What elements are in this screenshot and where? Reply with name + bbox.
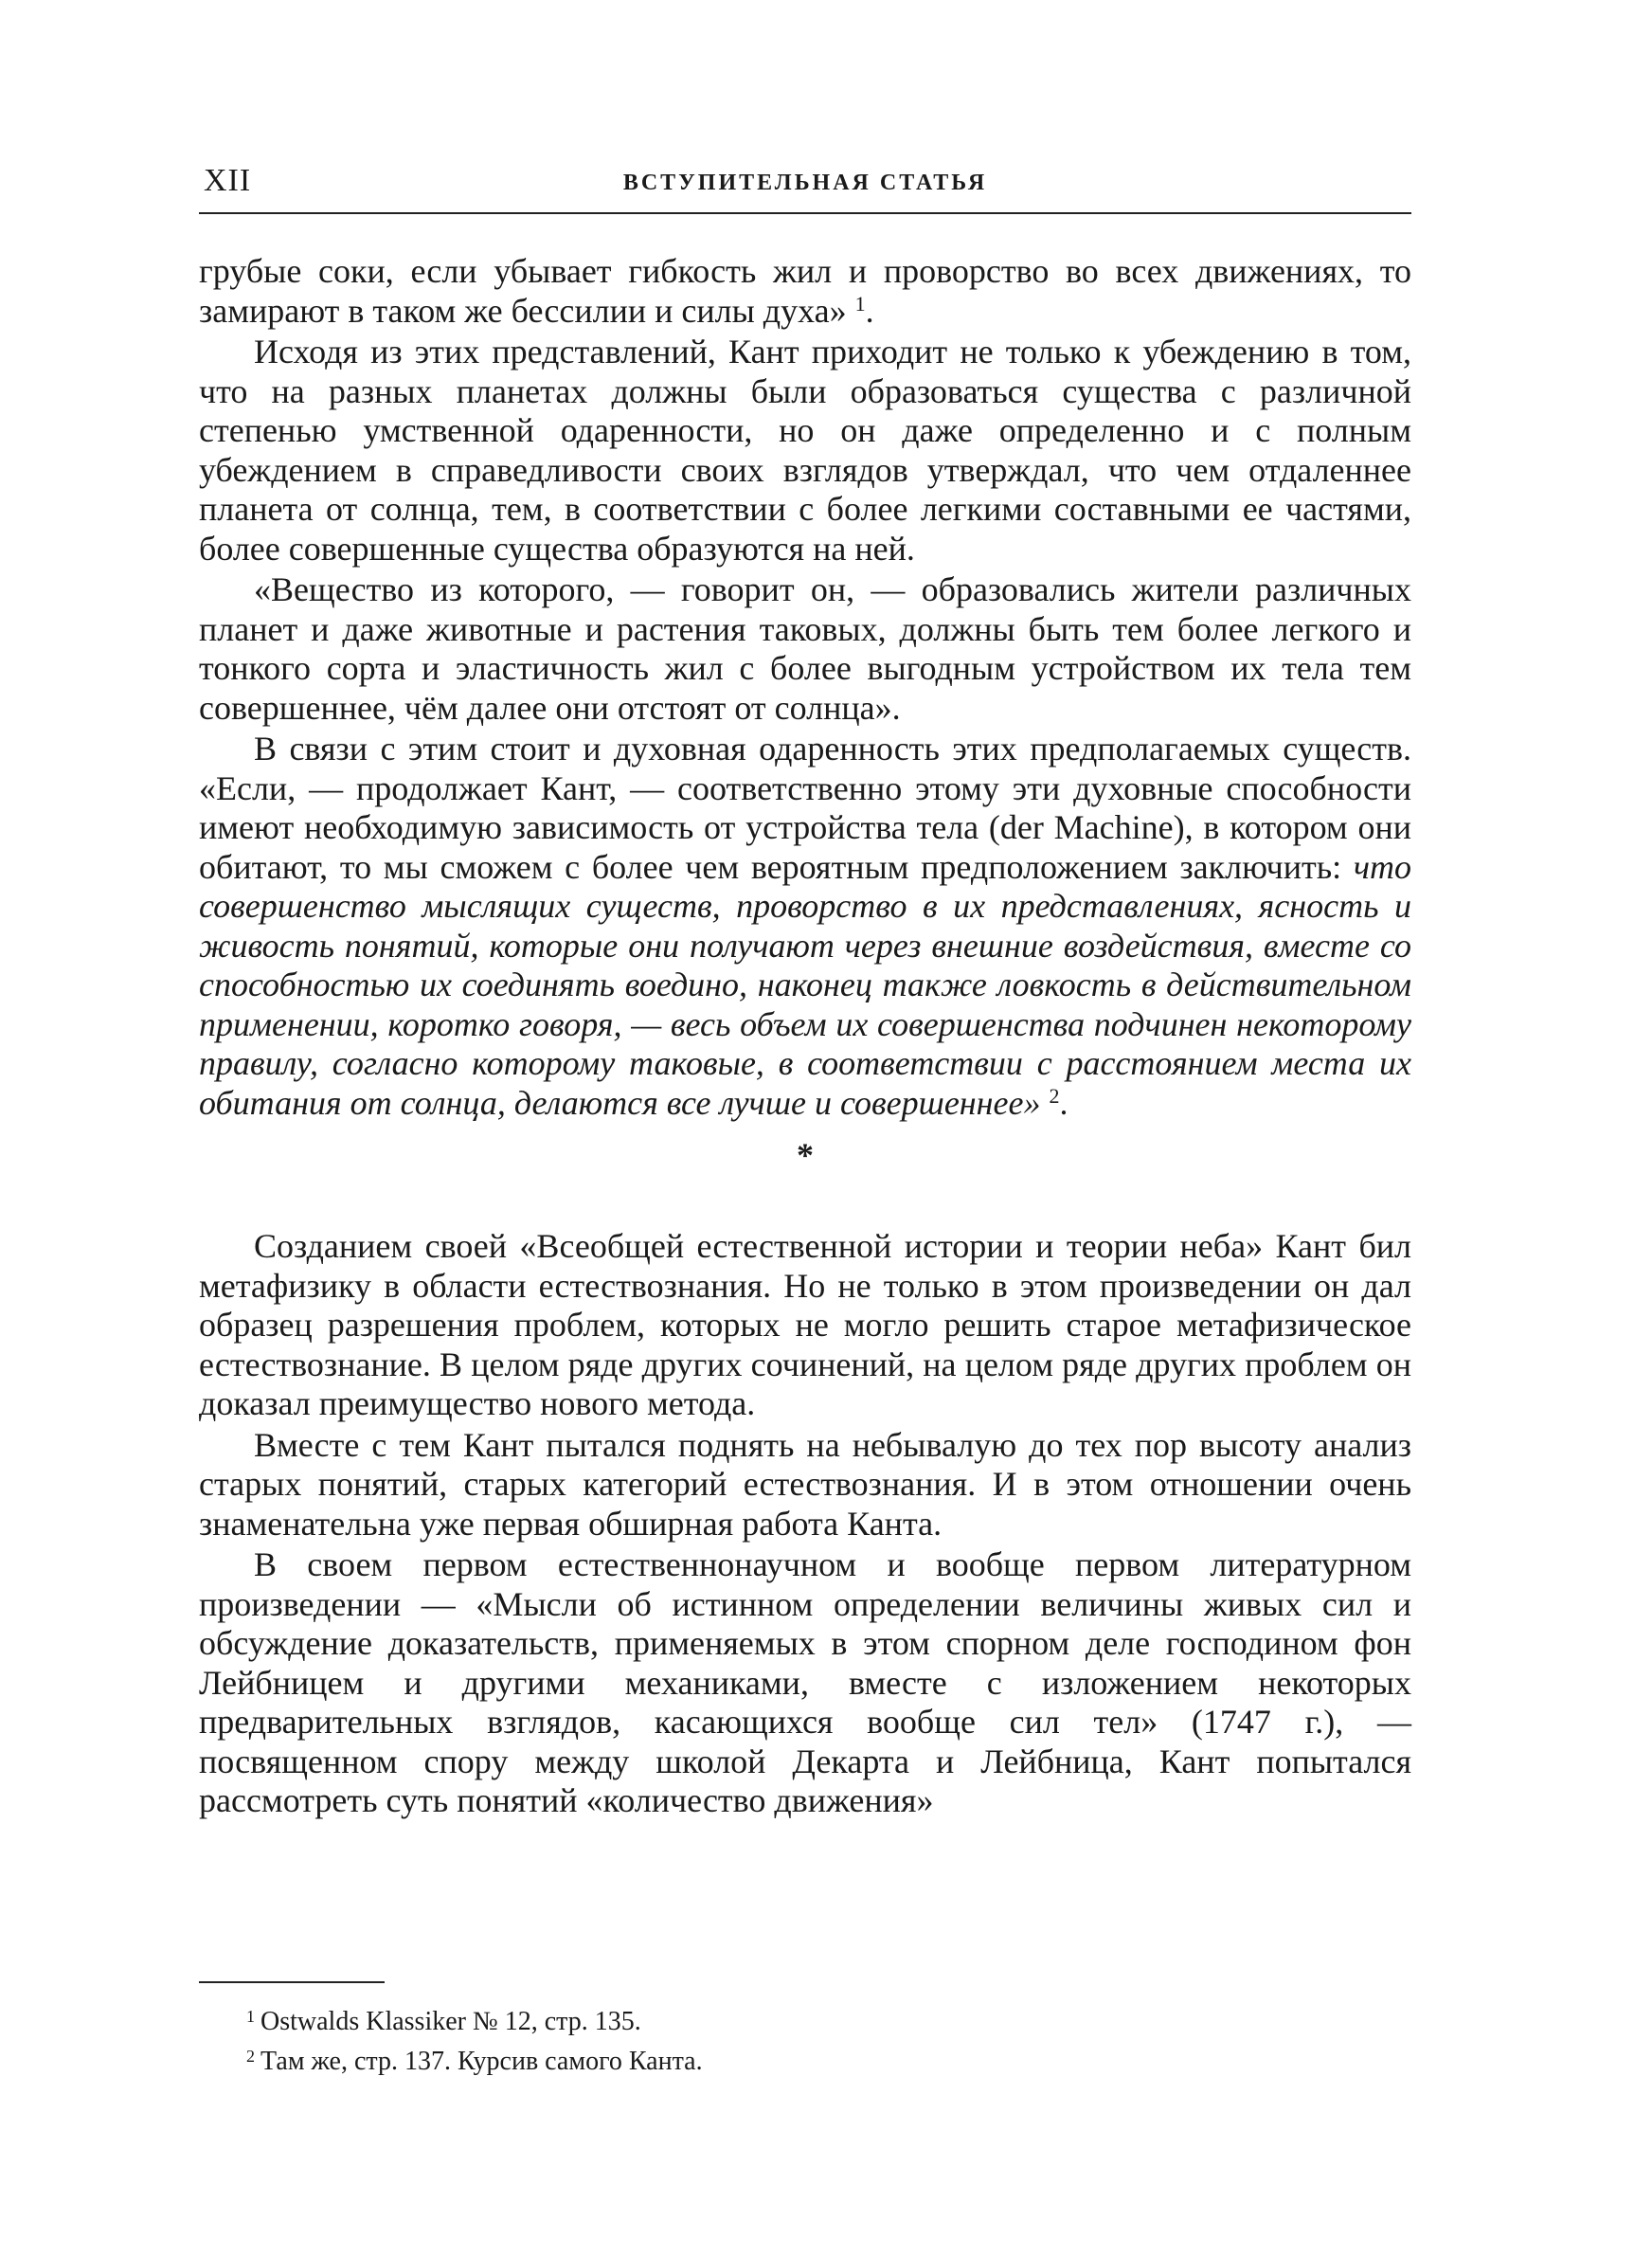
paragraph-7: В своем первом естественнонаучном и вообще первом литературном произведении — «Мысли об истинном определении величины живых сил и обсуждение доказательств, применяемых в этом спорном деле господином фон Лейбницем и другими механиками, вместе с изложением некоторых предварительных взглядов, касающихся вообще сил тел» (1747 г.), — посвященном спору между школой Декарта и Лейбница, Кант попытался рассмотреть суть понятий «количество движения» (199, 1545, 1411, 1819)
footnote-divider (199, 1981, 385, 1983)
paragraph-6: Вместе с тем Кант пытался поднять на небывалую до тех пор высоту анализ старых понятий, старых категорий естествознания. И в этом отношении очень знаменательна уже первая обширная работа Канта. (199, 1425, 1411, 1543)
body-text (199, 252, 1411, 1823)
footnote-2-mark: 2 (246, 2047, 255, 2066)
paragraph-4 (199, 730, 1411, 1123)
page-number: XII (204, 163, 252, 198)
footnote-1 (246, 1999, 1383, 2039)
paragraph-1-end: . (865, 291, 874, 330)
paragraph-2: Исходя из этих представлений, Кант приходит не только к убеждению в том, что на разных планетах должны были образоваться существа с различной степенью умственной одаренности, но он даже определенно и с полным убеждением в справедливости своих взглядов утверждал, что чем отдаленнее планета от солнца, тем, в соответствии с более легкими составными ее частями, более совершенные существа образуются на ней. (199, 333, 1411, 568)
paragraph-3-quote: «Вещество из которого, — говорит он, — образовались жители различных планет и даже животные и растения таковых, должны быть тем более легкого и тонкого сорта и эластичность жил с более выгодным устройством их тела тем совершеннее, чём далее они отстоят от солнца». (199, 570, 1411, 727)
paragraph-4-italic-quote: что совершенство мыслящих существ, проворство в их представлениях, ясность и живость понятий, которые они получают через внешние воздействия, вместе со способностью их соединять воедино, наконец также ловкость в действительном применении, коротко говоря, — весь объем их совершенства подчинен некоторому правилу, согласно которому таковые, в соответствии с расстоянием места их обитания от солнца, делаются все лучше и совершеннее» (199, 847, 1411, 1122)
footnote-2-text: Там же, стр. 137. Курсив самого Канта. (260, 2047, 703, 2076)
paragraph-5: Созданием своей «Всеобщей естественной истории и теории неба» Кант бил метафизику в области естествознания. Но не только в этом произведении он дал образец разрешения проблем, которых не могло решить старое метафизическое естествознание. В целом ряде других сочинений, на целом ряде других проблем он доказал преимущество нового метода. (199, 1227, 1411, 1422)
running-title: ВСТУПИТЕЛЬНАЯ СТАТЬЯ (622, 171, 988, 195)
section-separator: * (797, 1136, 814, 1174)
footnote-1-text: Ostwalds Klassiker № 12, стр. 135. (260, 2007, 641, 2036)
page-header (199, 159, 1411, 214)
footnote-ref-2[interactable]: 2 (1049, 1083, 1060, 1108)
footnote-2 (246, 2039, 1383, 2079)
paragraph-1-text: грубые соки, если убывает гибкость жил и проворство во всех движениях, то замирают в таком же бессилии и силы духа» (199, 252, 1411, 330)
footnote-1-mark: 1 (246, 2007, 255, 2026)
paragraph-1 (199, 252, 1411, 331)
footnote-ref-1[interactable]: 1 (854, 291, 866, 316)
paragraph-4-end: . (1059, 1083, 1068, 1122)
footnotes (246, 1999, 1383, 2079)
paragraph-4-text: В связи с этим стоит и духовная одаренность этих предполагаемых существ. «Если, — продолжает Кант, — соответственно этому эти духовные способности имеют необходимую зависимость от устройства тела (der Machine), в котором они обитают, то мы сможем с более чем вероятным предположением заключить: (199, 730, 1411, 886)
